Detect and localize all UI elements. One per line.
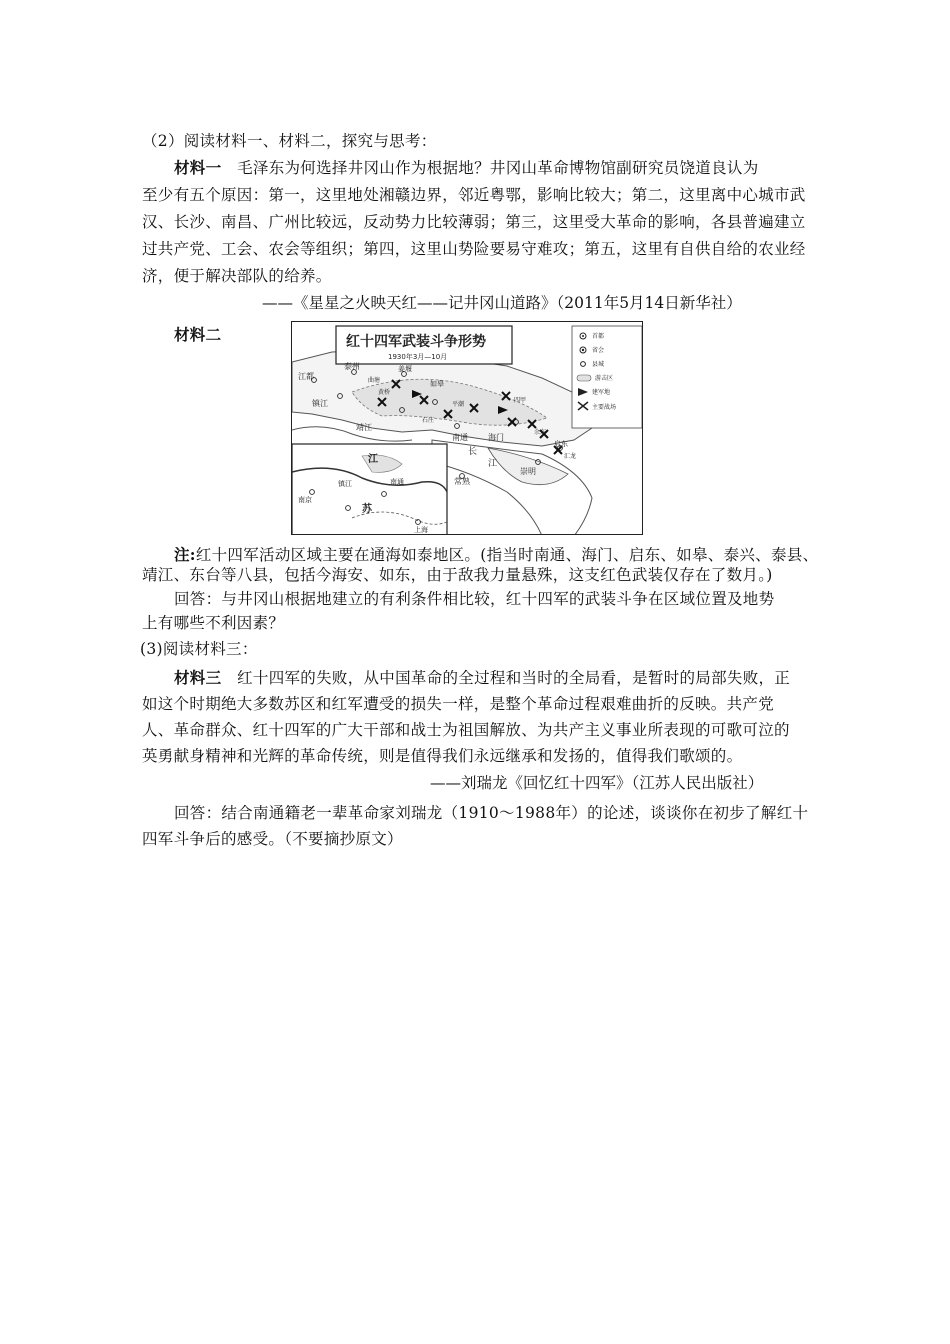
q2-intro: （2）阅读材料一、材料二，探究与思考： (142, 132, 437, 150)
place-shizhuang: 石庄 (422, 417, 435, 424)
legend-provincial: 省会 (592, 347, 605, 354)
legend-battle: 主要战场 (592, 404, 617, 411)
inset-shanghai: 上海 (414, 526, 428, 534)
q2-answer-line-2: 上有哪些不利因素？ (142, 614, 285, 632)
legend-county: 县城 (592, 361, 605, 368)
place-rugao: 如皋 (430, 380, 444, 388)
map-title: 红十四军武装斗争形势 (346, 334, 486, 350)
place-chongming: 崇明 (520, 467, 536, 476)
m2-label: 材料二 (174, 325, 222, 344)
inset-su: 苏 (362, 504, 372, 515)
m1-line-1 (174, 155, 814, 181)
m3-line-4: 英勇献身精神和光辉的革命传统，则是值得我们永远继承和发扬的，值得我们歌颂的。 (142, 747, 743, 765)
place-haimen: 海门 (488, 433, 504, 442)
q3-answer-line-2: 四军斗争后的感受。（不要摘抄原文） (142, 830, 403, 848)
place-jiangyan: 姜堰 (398, 365, 412, 373)
legend-capital: 首都 (592, 333, 605, 340)
map-figure (291, 321, 643, 535)
place-zhenjiang: 镇江 (312, 399, 328, 408)
m3-source: ——刘瑞龙《回忆红十四军》（江苏人民出版社） (430, 774, 764, 792)
m3-text-1: 红十四军的失败，从中国革命的全过程和当时的全局看，是暂时的局部失败，正 (237, 669, 791, 687)
place-taizhou: 泰州 (344, 362, 360, 371)
m1-line-2: 至少有五个原因：第一，这里地处湘赣边界，邻近粤鄂，影响比较大；第二，这里离中心城市武 (142, 186, 806, 204)
place-nantong: 南通 (452, 433, 468, 442)
place-changshu: 常熟 (454, 477, 470, 486)
m1-line-4: 过共产党、工会、农会等组织；第四，这里山势险要易守难攻；第五，这里有自供自给的农业经 (142, 240, 806, 258)
inset-zhenjiang: 镇江 (338, 480, 352, 488)
place-jiangdu: 江都 (298, 372, 314, 381)
m1-source: ——《星星之火映天红——记井冈山道路》（2011年5月14日新华社） (262, 294, 742, 312)
place-huangqiao: 黄桥 (378, 389, 391, 396)
m3-label: 材料三 (174, 668, 222, 687)
note-line-2: 靖江、东台等八县，包括今海安、如东，由于敌我力量悬殊，这支红色武装仅存在了数月。) (142, 566, 773, 584)
m3-line-3: 人、革命群众、红十四军的广大干部和战士为祖国解放、为共产主义事业所表现的可歌可泣的 (142, 721, 790, 739)
map-labels (292, 322, 643, 535)
note-text-1: 红十四军活动区域主要在通海如泰地区。(指当时南通、海门、启东、如皋、泰兴、泰县、 (195, 546, 819, 564)
place-sijia: 四甲 (514, 397, 527, 404)
place-jiang: 江 (488, 459, 498, 469)
inset-nanjing: 南京 (298, 496, 312, 504)
q3-intro: (3)阅读材料三： (140, 640, 258, 658)
place-jingjiang: 靖江 (356, 423, 372, 432)
place-chang: 长 (468, 447, 478, 457)
m3-line-2: 如这个时期绝大多数苏区和红军遭受的损失一样，是整个革命过程艰难曲折的反映。共产党 (142, 695, 775, 713)
inset-nantong: 南通 (390, 478, 404, 486)
m1-label: 材料一 (174, 158, 222, 177)
m1-line-5: 济，便于解决部队的给养。 (142, 267, 332, 285)
place-pingchao: 平潮 (452, 401, 465, 408)
legend-guerrilla: 游击区 (595, 375, 614, 382)
note-label: 注: (174, 545, 196, 564)
q3-answer-line-1: 回答：结合南通籍老一辈革命家刘瑞龙（1910～1988年）的论述，谈谈你在初步了解红十 (174, 804, 809, 822)
place-qidong: 启东 (554, 440, 568, 448)
m3-line-1 (174, 665, 814, 691)
place-huilong: 汇龙 (564, 453, 577, 460)
m1-line-3: 汉、长沙、南昌、广州比较远，反动势力比较薄弱；第三，这里受大革命的影响，各县普遍建立 (142, 213, 806, 231)
map-subtitle: 1930年3月—10月 (388, 353, 448, 361)
m1-text-1: 毛泽东为何选择井冈山作为根据地？井冈山革命博物馆副研究员饶道良认为 (237, 159, 759, 177)
inset-jiang: 江 (368, 454, 378, 465)
place-qutang: 曲塘 (368, 377, 381, 384)
q2-answer-line-1: 回答：与井冈山根据地建立的有利条件相比较，红十四军的武装斗争在区域位置及地势 (174, 590, 775, 608)
place-yudong: 余东 (534, 429, 547, 436)
legend-founding: 建军地 (592, 389, 611, 396)
